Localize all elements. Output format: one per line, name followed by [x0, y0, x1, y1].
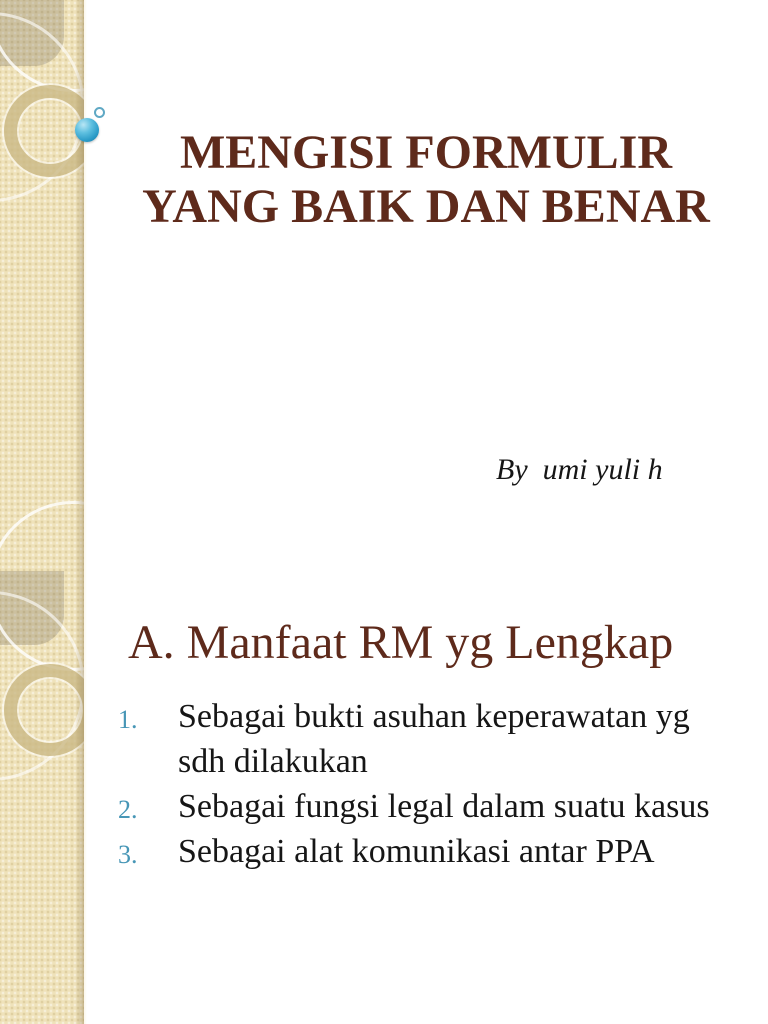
slide-1-sidebar-decoration	[0, 0, 84, 292]
list-item-text	[178, 784, 744, 829]
list-item-line: sdh dilakukan	[178, 743, 368, 780]
list-item-line: Sebagai alat komunikasi antar PPA	[178, 833, 655, 870]
slide-1-title	[84, 126, 768, 234]
slide-2-sidebar-decoration	[0, 571, 84, 871]
list-item-number: 3.	[118, 840, 138, 869]
slide-sidebar	[0, 0, 84, 1024]
slide-1-title-line-2: YANG BAIK DAN BENAR	[142, 180, 710, 233]
list-item-number: 1.	[118, 705, 138, 734]
slide-1-title-line-1: MENGISI FORMULIR	[179, 126, 673, 179]
list-item	[84, 829, 744, 874]
list-item	[84, 694, 744, 784]
list-item-text	[178, 829, 744, 874]
slide-1-byline: By umi yuli h	[496, 453, 663, 486]
slide-2-title: A. Manfaat RM yg Lengkap	[128, 616, 674, 669]
list-item-number: 2.	[118, 795, 138, 824]
small-circle-ornament-icon	[94, 107, 105, 118]
list-item	[84, 784, 744, 829]
list-item-text	[178, 694, 744, 784]
slide-2-numbered-list	[84, 694, 744, 874]
list-item-line: Sebagai bukti asuhan keperawatan yg	[178, 698, 690, 735]
list-item-line: Sebagai fungsi legal dalam suatu kasus	[178, 788, 710, 825]
